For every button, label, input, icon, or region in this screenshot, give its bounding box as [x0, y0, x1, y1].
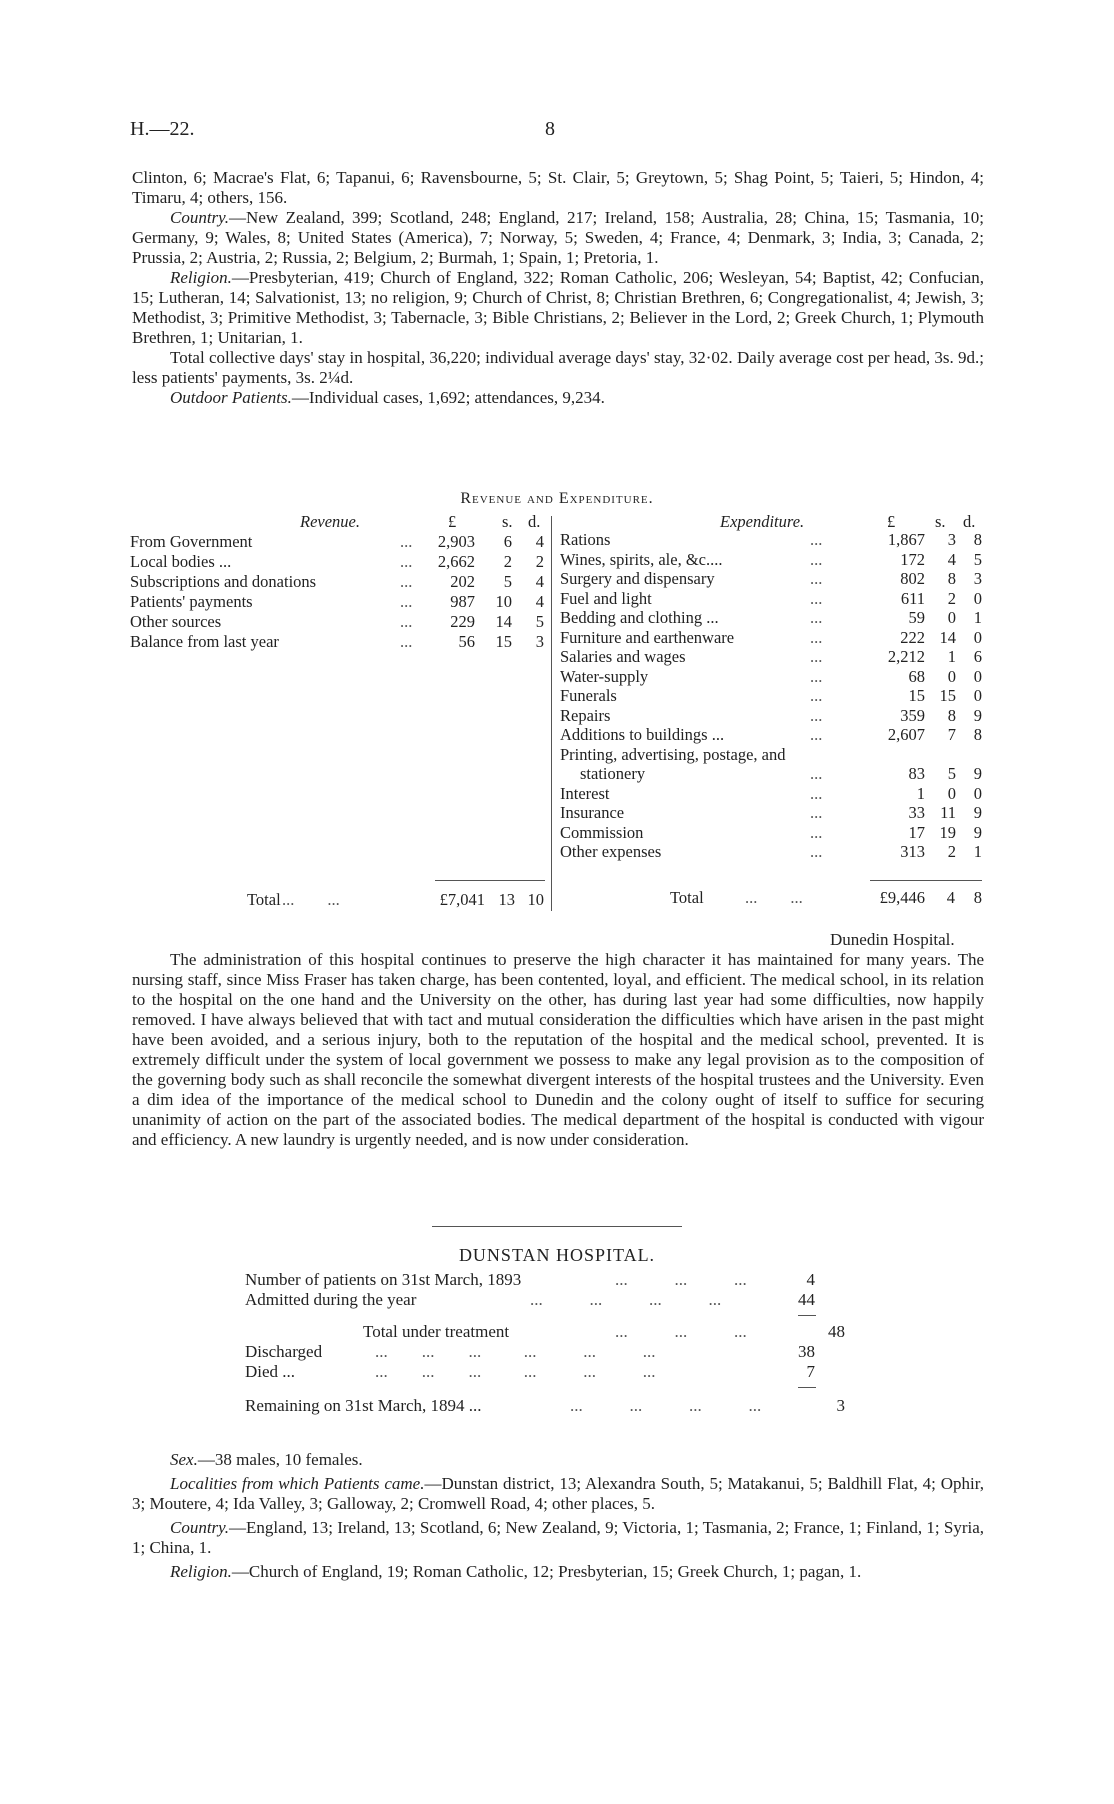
expenditure-label: Fuel and light — [560, 588, 652, 608]
revenue-heading: Revenue. — [300, 512, 360, 531]
expenditure-row — [560, 550, 985, 570]
revenue-label: From Government — [130, 532, 253, 551]
expenditure-pounds: 172 — [900, 549, 925, 569]
expenditure-shillings: 2 — [947, 842, 956, 861]
document-reference: H.—22. — [130, 118, 195, 140]
leader-dots: ... — [810, 569, 823, 588]
expenditure-pounds: 222 — [900, 627, 925, 647]
expenditure-shillings: 2 — [947, 588, 956, 608]
summary-row: Number of patients on 31st March, 1893 ... ... ... 4 — [245, 1270, 815, 1289]
expenditure-label: stationery — [580, 764, 646, 783]
expenditure-pence: 9 — [973, 705, 982, 725]
expenditure-label: Additions to buildings ... — [560, 725, 725, 744]
expenditure-pence: 0 — [973, 588, 982, 608]
died-value: 7 — [806, 1362, 815, 1381]
expenditure-shillings: 5 — [947, 764, 956, 783]
revenue-col-pounds: £ — [448, 512, 457, 531]
expenditure-pounds: 2,607 — [887, 725, 925, 744]
revenue-total-pence: 10 — [527, 890, 544, 909]
expenditure-label: Commission — [560, 822, 644, 842]
expenditure-pounds: 68 — [908, 666, 925, 686]
revenue-pence: 4 — [535, 532, 544, 551]
revenue-row — [130, 592, 551, 612]
leader-dots: ... — [400, 632, 413, 651]
revenue-pounds: 2,903 — [437, 532, 475, 551]
revenue-label: Other sources — [130, 612, 222, 631]
leader-dots: ... — [810, 530, 823, 549]
sex-paragraph: Sex.—38 males, 10 females. — [170, 1450, 363, 1469]
expenditure-label: Furniture and earthenware — [560, 627, 735, 647]
expenditure-pounds: 802 — [900, 569, 925, 588]
dunstan-details — [132, 1450, 984, 1582]
page-number: 8 — [545, 118, 555, 140]
column-divider — [551, 516, 552, 911]
leader-dots: ... — [810, 666, 823, 686]
revenue-row — [130, 532, 551, 552]
expenditure-label: Salaries and wages — [560, 647, 686, 666]
expenditure-row — [560, 530, 985, 550]
revenue-shillings: 14 — [495, 612, 512, 631]
finance-table — [130, 512, 985, 922]
sum-rule — [798, 1315, 816, 1316]
expenditure-shillings: 0 — [947, 783, 956, 803]
intro-section — [132, 168, 984, 408]
revenue-row — [130, 552, 551, 572]
expenditure-label: Interest — [560, 783, 610, 803]
revenue-col-pence: d. — [528, 512, 541, 531]
expenditure-total-shillings: 4 — [946, 888, 955, 907]
expenditure-label: Funerals — [560, 686, 617, 705]
expenditure-row — [560, 764, 985, 784]
country-paragraph: Country.—New Zealand, 399; Scotland, 248; England, 217; Ireland, 158; Australia, 28; China, 15; Tasmania, 10; Germany, 9; Wales, 8; United States (America), 7; Norway, 5; Sweden, 4; France, 4; Denmark, 3; India, 3; Canada, 2; Prussia, 2; Austria, 2; Russia, 2; Belgium, 2; Burmah, 1; Spain, 1; Pretoria, 1. — [132, 208, 984, 267]
country-paragraph: Country.—England, 13; Ireland, 13; Scotland, 6; New Zealand, 9; Victoria, 1; Tasmania, 2; France, 1; Finland, 1; Syria, 1; China, 1. — [132, 1518, 984, 1557]
leader-dots: ... — [810, 549, 823, 569]
expenditure-total-rule — [870, 880, 982, 881]
revenue-pence: 4 — [535, 572, 544, 591]
discharged-value: 38 — [798, 1342, 815, 1361]
leader-dots: ... — [400, 552, 413, 571]
leader-dots: ... — [810, 647, 823, 666]
expenditure-shillings: 15 — [939, 686, 956, 705]
revenue-pounds: 56 — [458, 632, 475, 651]
revenue-pounds: 202 — [450, 572, 475, 591]
expenditure-row — [560, 842, 985, 862]
expenditure-shillings: 1 — [947, 647, 956, 666]
revenue-label: Subscriptions and donations — [130, 572, 317, 591]
expenditure-pence: 8 — [973, 725, 982, 744]
expenditure-shillings: 4 — [947, 549, 956, 569]
expenditure-row — [560, 569, 985, 589]
leader-dots: ... — [810, 608, 823, 627]
revenue-row — [130, 612, 551, 632]
revenue-pounds: 229 — [450, 612, 475, 631]
expenditure-pence: 1 — [973, 608, 982, 627]
expenditure-label: Rations — [560, 530, 611, 549]
revenue-total-rule — [435, 880, 545, 881]
expenditure-label: Other expenses — [560, 842, 662, 861]
expenditure-pounds: 15 — [908, 686, 925, 705]
expenditure-col-pence: d. — [963, 512, 976, 531]
finance-title: Revenue and Expenditure. — [460, 490, 654, 507]
revenue-pounds: 987 — [450, 592, 475, 611]
dunedin-title: Dunedin Hospital. — [830, 930, 955, 949]
stay-paragraph: Total collective days' stay in hospital, 36,220; individual average days' stay, 32·02. Daily average cost per head, 3s. 9d.; less patients' payments, 3s. 2¼d. — [132, 348, 984, 387]
dunstan-patient-summary — [245, 1270, 885, 1445]
expenditure-pence: 3 — [973, 569, 982, 588]
revenue-col-shillings: s. — [502, 512, 513, 531]
expenditure-pence: 9 — [973, 764, 982, 783]
expenditure-row — [560, 667, 985, 687]
leader-dots: ... — [400, 612, 413, 631]
expenditure-pounds: 2,212 — [887, 647, 925, 666]
summary-row: Discharged ... ... ... ... ... ... 38 — [245, 1342, 815, 1361]
revenue-shillings: 10 — [495, 592, 512, 611]
expenditure-row — [560, 725, 985, 745]
expenditure-label: Repairs — [560, 705, 611, 725]
expenditure-shillings: 8 — [947, 569, 956, 588]
expenditure-label: Surgery and dispensary — [560, 569, 715, 588]
leader-dots: ... — [810, 705, 823, 725]
expenditure-pounds: 59 — [908, 608, 925, 627]
expenditure-pounds: 1 — [916, 783, 925, 803]
expenditure-pounds: 611 — [900, 588, 925, 608]
expenditure-shillings: 14 — [939, 627, 956, 647]
on-31-march-value: 4 — [806, 1270, 815, 1289]
leader-dots: ... — [400, 532, 413, 551]
expenditure-pence: 0 — [973, 627, 982, 647]
leader-dots: ... ... — [282, 890, 340, 909]
summary-row: Total under treatment ... ... ... 48 — [363, 1322, 845, 1341]
leader-dots: ... — [810, 725, 823, 744]
localities-continued: Clinton, 6; Macrae's Flat, 6; Tapanui, 6; Ravensbourne, 5; St. Clair, 5; Greytown, 5; Shag Point, 5; Taieri, 5; Hindon, 4; Timaru, 4; others, 156. — [132, 168, 984, 207]
leader-dots: ... — [810, 627, 823, 647]
expenditure-shillings: 0 — [947, 666, 956, 686]
expenditure-label: Insurance — [560, 803, 625, 822]
remaining-value: 3 — [836, 1396, 845, 1415]
expenditure-pounds: 359 — [900, 705, 925, 725]
expenditure-pounds: 83 — [908, 764, 925, 783]
summary-row: Admitted during the year ... ... ... ... 44 — [245, 1290, 815, 1309]
revenue-pounds: 2,662 — [437, 552, 475, 571]
revenue-pence: 4 — [535, 592, 544, 611]
expenditure-pence: 0 — [973, 686, 982, 705]
expenditure-label: Bedding and clothing ... — [560, 608, 719, 627]
admitted-value: 44 — [798, 1290, 815, 1309]
leader-dots: ... — [810, 803, 823, 822]
expenditure-row — [560, 803, 985, 823]
expenditure-total-row — [560, 888, 985, 908]
revenue-pence: 3 — [535, 632, 544, 651]
leader-dots: ... ... — [745, 888, 803, 907]
religion-paragraph: Religion.—Presbyterian, 419; Church of England, 322; Roman Catholic, 206; Wesleyan, 54; Baptist, 42; Confucian, 15; Lutheran, 14; Salvationist, 13; no religion, 9; Church of Christ, 8; Christian Brethren, 6; Congregationalist, 4; Jewish, 3; Methodist, 3; Primitive Methodist, 3; Tabernacle, 3; Bible Christians, 2; Believer in the Lord, 2; Greek Church, 1; Plymouth Brethren, 1; Unitarian, 1. — [132, 268, 984, 347]
expenditure-row — [560, 706, 985, 726]
revenue-label: Balance from last year — [130, 632, 279, 651]
revenue-row — [130, 572, 551, 592]
expenditure-pounds: 17 — [908, 822, 925, 842]
expenditure-pence: 0 — [973, 783, 982, 803]
expenditure-col-pounds: £ — [887, 512, 896, 531]
expenditure-pence: 9 — [973, 822, 982, 842]
expenditure-pence: 8 — [973, 530, 982, 549]
expenditure-shillings: 11 — [940, 803, 956, 822]
expenditure-row — [560, 647, 985, 667]
outdoor-paragraph: Outdoor Patients.—Individual cases, 1,692; attendances, 9,234. — [170, 388, 605, 407]
leader-dots: ... — [810, 822, 823, 842]
expenditure-shillings: 3 — [947, 530, 956, 549]
leader-dots: ... — [810, 686, 823, 705]
expenditure-row — [560, 608, 985, 628]
revenue-pence: 5 — [535, 612, 544, 631]
expenditure-total-pounds: £9,446 — [879, 888, 925, 907]
expenditure-pounds: 1,867 — [887, 530, 925, 549]
leader-dots: ... — [400, 572, 413, 591]
expenditure-pence: 5 — [973, 549, 982, 569]
revenue-shillings: 15 — [495, 632, 512, 651]
expenditure-row — [560, 784, 985, 804]
expenditure-row — [560, 589, 985, 609]
expenditure-pence: 0 — [973, 666, 982, 686]
expenditure-shillings: 0 — [947, 608, 956, 627]
expenditure-total-pence: 8 — [973, 888, 982, 907]
expenditure-row — [560, 823, 985, 843]
expenditure-label: Wines, spirits, ale, &c.... — [560, 549, 723, 569]
revenue-label: Patients' payments — [130, 592, 253, 611]
leader-dots: ... — [400, 592, 413, 611]
expenditure-shillings: 8 — [947, 705, 956, 725]
religion-paragraph: Religion.—Church of England, 19; Roman Catholic, 12; Presbyterian, 15; Greek Church, 1; pagan, 1. — [170, 1562, 862, 1581]
dunedin-section — [132, 950, 984, 1150]
dunedin-paragraph: The administration of this hospital continues to preserve the high character it has maintained for many years. The nursing staff, since Miss Fraser has taken charge, has been contented, loyal, and efficient. The medical school, in its relation to the hospital on the one hand and the University on the other, has during last year had some difficulties, now happily removed. I have always believed that with tact and mutual consideration the difficulties which have arisen in the past might have been avoided, and a serious injury, both to the reputation of the hospital and the medical school, prevented. It is extremely difficult under the system of local government we possess to make any legal provision as to the composition of the governing body such as shall reconcile the somewhat divergent interests of the hospital trustees and the University. Even a dim idea of the importance of the medical school to Dunedin and the colony ought of itself to suffice for securing unanimity of action on the part of the associated bodies. The medical department of the hospital is conducted with vigour and efficiency. A new laundry is urgently needed, and is now under consideration. — [132, 950, 984, 1149]
expenditure-pounds: 313 — [900, 842, 925, 861]
section-divider — [432, 1226, 682, 1227]
revenue-shillings: 2 — [503, 552, 512, 571]
expenditure-label: Water-supply — [560, 666, 649, 686]
expenditure-total-label: Total — [670, 888, 704, 907]
summary-row: Died ... ... ... ... ... ... ... 7 — [245, 1362, 815, 1381]
revenue-total-pounds: £7,041 — [439, 890, 485, 909]
leader-dots: ... — [810, 588, 823, 608]
revenue-shillings: 5 — [503, 572, 512, 591]
expenditure-shillings: 19 — [939, 822, 956, 842]
sum-rule — [798, 1387, 816, 1388]
revenue-label: Local bodies ... — [130, 552, 232, 571]
revenue-row — [130, 632, 551, 652]
expenditure-row — [560, 745, 985, 765]
expenditure-label: Printing, advertising, postage, and — [560, 744, 786, 764]
revenue-total-shillings: 13 — [498, 890, 515, 909]
revenue-pence: 2 — [535, 552, 544, 571]
summary-row: Remaining on 31st March, 1894 ... ... ... ... ... 3 — [245, 1396, 845, 1415]
leader-dots: ... — [810, 842, 823, 861]
dunstan-title: DUNSTAN HOSPITAL. — [458, 1245, 656, 1265]
expenditure-row — [560, 628, 985, 648]
leader-dots: ... — [810, 783, 823, 803]
revenue-total-label: Total — [247, 890, 281, 909]
expenditure-row — [560, 686, 985, 706]
localities-paragraph: Localities from which Patients came.—Dunstan district, 13; Alexandra South, 5; Matakanui, 5; Baldhill Flat, 4; Ophir, 3; Moutere, 4; Ida Valley, 3; Galloway, 2; Cromwell Road, 4; other places, 5. — [132, 1474, 984, 1513]
revenue-shillings: 6 — [503, 532, 512, 551]
leader-dots: ... — [810, 764, 823, 783]
expenditure-pounds: 33 — [908, 803, 925, 822]
expenditure-pence: 9 — [973, 803, 982, 822]
expenditure-shillings: 7 — [947, 725, 956, 744]
expenditure-pence: 6 — [973, 647, 982, 666]
expenditure-col-shillings: s. — [935, 512, 946, 531]
expenditure-heading: Expenditure. — [720, 512, 805, 531]
expenditure-pence: 1 — [973, 842, 982, 861]
total-value: 48 — [828, 1322, 845, 1341]
revenue-total-row — [130, 890, 551, 910]
